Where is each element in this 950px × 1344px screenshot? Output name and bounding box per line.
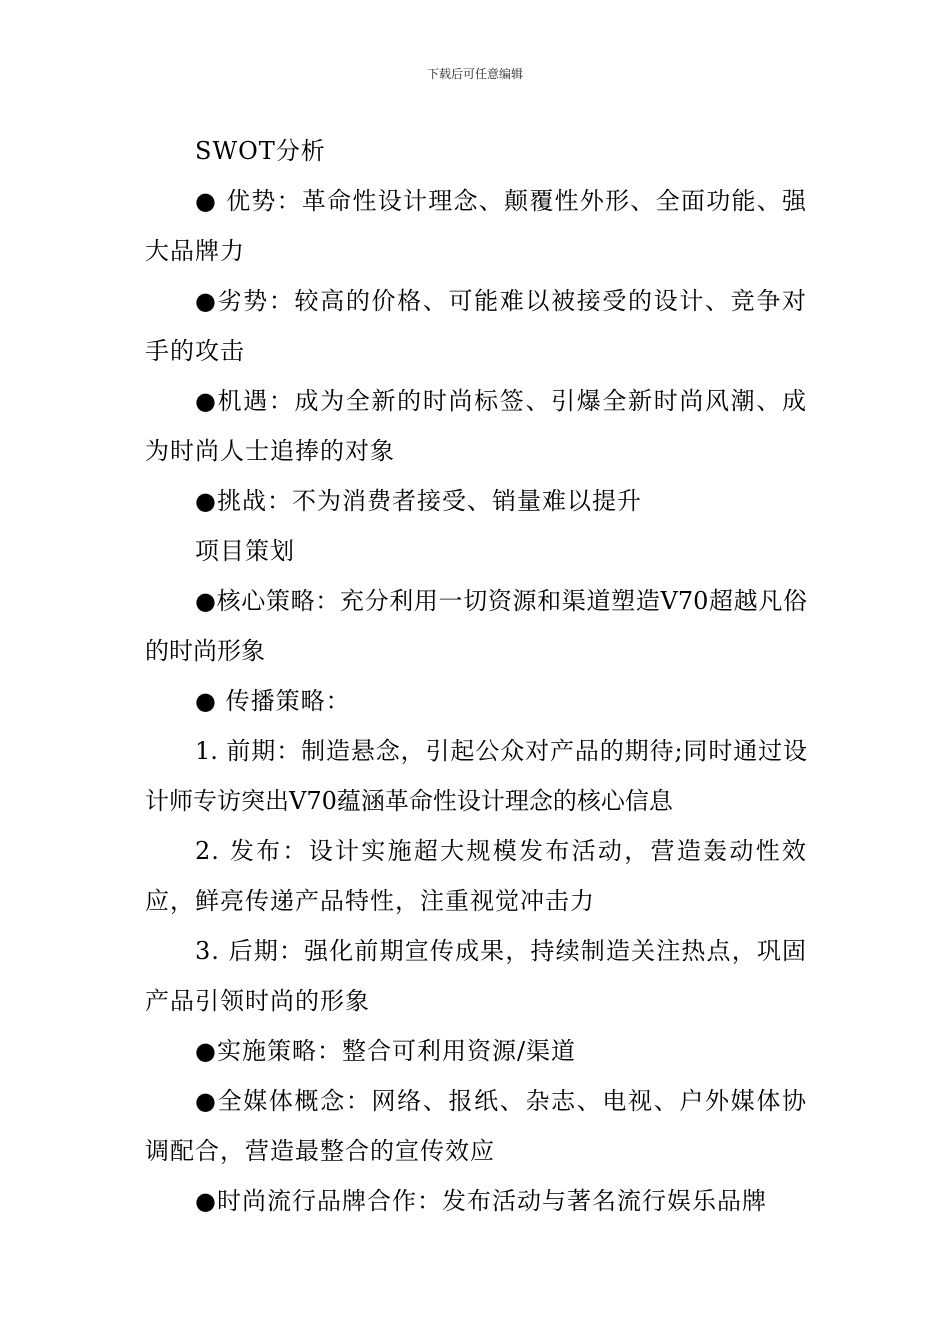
heading-project-plan: 项目策划 [195, 537, 295, 565]
phase-post-launch: 3. 后期：强化前期宣传成果，持续制造关注热点，巩固产品引领时尚的形象 [145, 937, 807, 1015]
document-body [145, 126, 807, 1226]
fashion-brand-cooperation: ●时尚流行品牌合作：发布活动与著名流行娱乐品牌 [195, 1187, 767, 1215]
implementation-strategy: ●实施策略：整合可利用资源/渠道 [195, 1037, 577, 1065]
phase-pre-launch: 1. 前期：制造悬念，引起公众对产品的期待;同时通过设计师专访突出V70蕴涵革命性设计理念的核心信息 [145, 737, 807, 815]
all-media-concept: ●全媒体概念：网络、报纸、杂志、电视、户外媒体协调配合，营造最整合的宣传效应 [145, 1087, 807, 1165]
swot-threats: ●挑战：不为消费者接受、销量难以提升 [195, 487, 642, 515]
heading-swot: SWOT分析 [195, 137, 326, 165]
page-header: 下载后可任意编辑 [426, 67, 523, 81]
swot-weaknesses: ●劣势：较高的价格、可能难以被接受的设计、竞争对手的攻击 [145, 287, 807, 365]
core-strategy: ●核心策略：充分利用一切资源和渠道塑造V70超越凡俗的时尚形象 [145, 587, 807, 665]
communication-strategy: ● 传播策略： [195, 687, 351, 715]
swot-strengths: ● 优势：革命性设计理念、颠覆性外形、全面功能、强大品牌力 [145, 187, 807, 265]
phase-launch: 2. 发布：设计实施超大规模发布活动，营造轰动性效应，鲜亮传递产品特性，注重视觉冲击力 [145, 837, 807, 915]
swot-opportunities: ●机遇：成为全新的时尚标签、引爆全新时尚风潮、成为时尚人士追捧的对象 [145, 387, 807, 465]
